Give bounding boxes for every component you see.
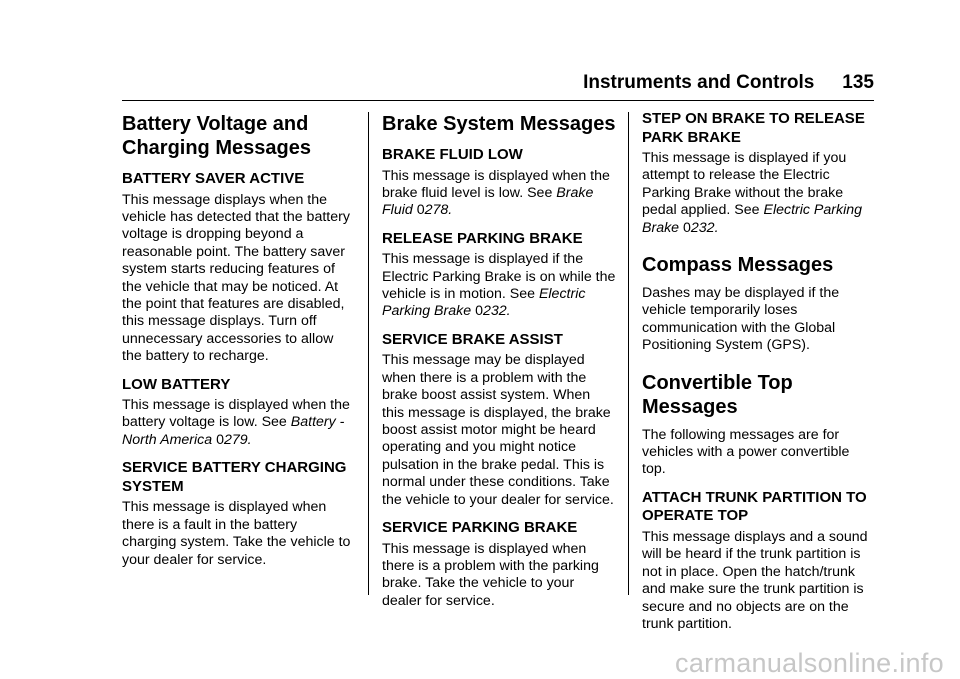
column-2 xyxy=(382,106,616,610)
ref-page-278[interactable]: 278 xyxy=(424,202,449,219)
text-low-battery-body: This message is displayed when the battery voltage is low. See xyxy=(122,397,350,431)
heading-release-parking-brake: RELEASE PARKING BRAKE xyxy=(382,229,583,247)
ref-symbol: 0 xyxy=(475,303,483,320)
text-step-on-brake: This message is displayed if you attempt to release the Electric Parking Brake without the brake pedal applied. See Electric Parking Brake 0232. xyxy=(642,150,863,236)
heading-brake-fluid-low: BRAKE FLUID LOW xyxy=(382,146,523,163)
ref-page-232[interactable]: 232 xyxy=(482,303,507,320)
text-service-parking-brake: This message is displayed when there is a problem with the parking brake. Take the vehicle to your dealer for service. xyxy=(382,540,599,609)
ref-symbol: 0 xyxy=(683,219,691,236)
link-electric-parking-brake-2[interactable]: Electric Parking Brake xyxy=(642,202,863,236)
heading-low-battery: LOW BATTERY xyxy=(122,375,231,393)
column-3 xyxy=(642,106,874,633)
text-brake-fluid-body: This message is displayed when the brake fluid level is low. See xyxy=(382,167,610,201)
section-title: Instruments and Controls xyxy=(583,72,815,93)
text-battery-saver-active: This message displays when the vehicle has detected that the battery voltage is dropping beyond a reasonable point. The battery saver system starts reducing features of the vehicle that may be noticed. At the point that features are disabled, this message displays. Turn off unnecessary accessories to allow the battery to recharge. xyxy=(122,191,350,365)
link-battery-north-america[interactable]: Battery - North America xyxy=(122,414,345,448)
text-service-brake-assist: This message may be displayed when there is a problem with the brake boost assist system. When this message is displayed, the brake boost assist motor might be heard operating and you might notice pulsation in the brake pedal. This is normal under these conditions. Take the vehicle to your dealer for service. xyxy=(382,352,614,508)
text-brake-fluid-low: This message is displayed when the brake fluid level is low. See Brake Fluid 0278. xyxy=(382,167,610,219)
link-electric-parking-brake[interactable]: Electric Parking Brake xyxy=(382,286,586,320)
ref-symbol: 0 xyxy=(416,202,425,219)
heading-step-on-brake: STEP ON BRAKE TO RELEASE PARK BRAKE xyxy=(642,110,865,146)
heading-service-battery-charging: SERVICE BATTERY CHARGING SYSTEM xyxy=(122,459,347,495)
watermark: carmanualsonline.info xyxy=(675,648,944,678)
column-divider-1 xyxy=(368,112,369,595)
text-convertible-top-messages: The following messages are for vehicles with a power convertible top. xyxy=(642,426,850,478)
heading-battery-saver-active: BATTERY SAVER ACTIVE xyxy=(122,170,305,187)
text-service-battery-charging: This message is displayed when there is a fault in the battery charging system. Take the vehicle to your dealer for service. xyxy=(122,499,351,568)
header-rule xyxy=(122,100,874,101)
heading-service-parking-brake: SERVICE PARKING BRAKE xyxy=(382,519,578,536)
heading-brake-system-messages: Brake System Messages xyxy=(382,113,616,135)
text-compass-messages: Dashes may be displayed if the vehicle temporarily loses communication with the Global Positioning System (GPS). xyxy=(642,285,840,354)
text-low-battery: This message is displayed when the battery voltage is low. See Battery - North America 0279. xyxy=(122,397,350,448)
heading-service-brake-assist: SERVICE BRAKE ASSIST xyxy=(382,330,563,348)
page-number: 135 xyxy=(842,72,874,93)
page-header xyxy=(0,72,874,94)
text-step-on-brake-body: This message is displayed if you attempt to release the Electric Parking Brake without the brake pedal applied. See xyxy=(642,150,847,219)
text-attach-trunk-partition: This message displays and a sound will be heard if the trunk partition is not in place. Open the hatch/trunk and make sure the trunk partition is secure and no objects are on the trunk partition. xyxy=(642,528,868,632)
text-release-parking-brake-body: This message is displayed if the Electric Parking Brake is on while the vehicle is in motion. See xyxy=(382,251,616,303)
heading-battery-voltage: Battery Voltage and Charging Messages xyxy=(122,113,311,159)
heading-convertible-top-messages: Convertible Top Messages xyxy=(642,371,793,418)
ref-page-232-2[interactable]: 232 xyxy=(690,219,715,236)
column-1 xyxy=(122,106,354,569)
text-release-parking-brake: This message is displayed if the Electric Parking Brake is on while the vehicle is in motion. See Electric Parking Brake 0232. xyxy=(382,251,616,320)
heading-compass-messages: Compass Messages xyxy=(642,254,834,277)
heading-attach-trunk-partition: ATTACH TRUNK PARTITION TO OPERATE TOP xyxy=(642,488,867,525)
ref-symbol: 0 xyxy=(216,431,224,448)
column-divider-2 xyxy=(628,112,629,595)
ref-page-279[interactable]: 279 xyxy=(223,431,248,448)
link-brake-fluid[interactable]: Brake Fluid xyxy=(382,184,594,219)
